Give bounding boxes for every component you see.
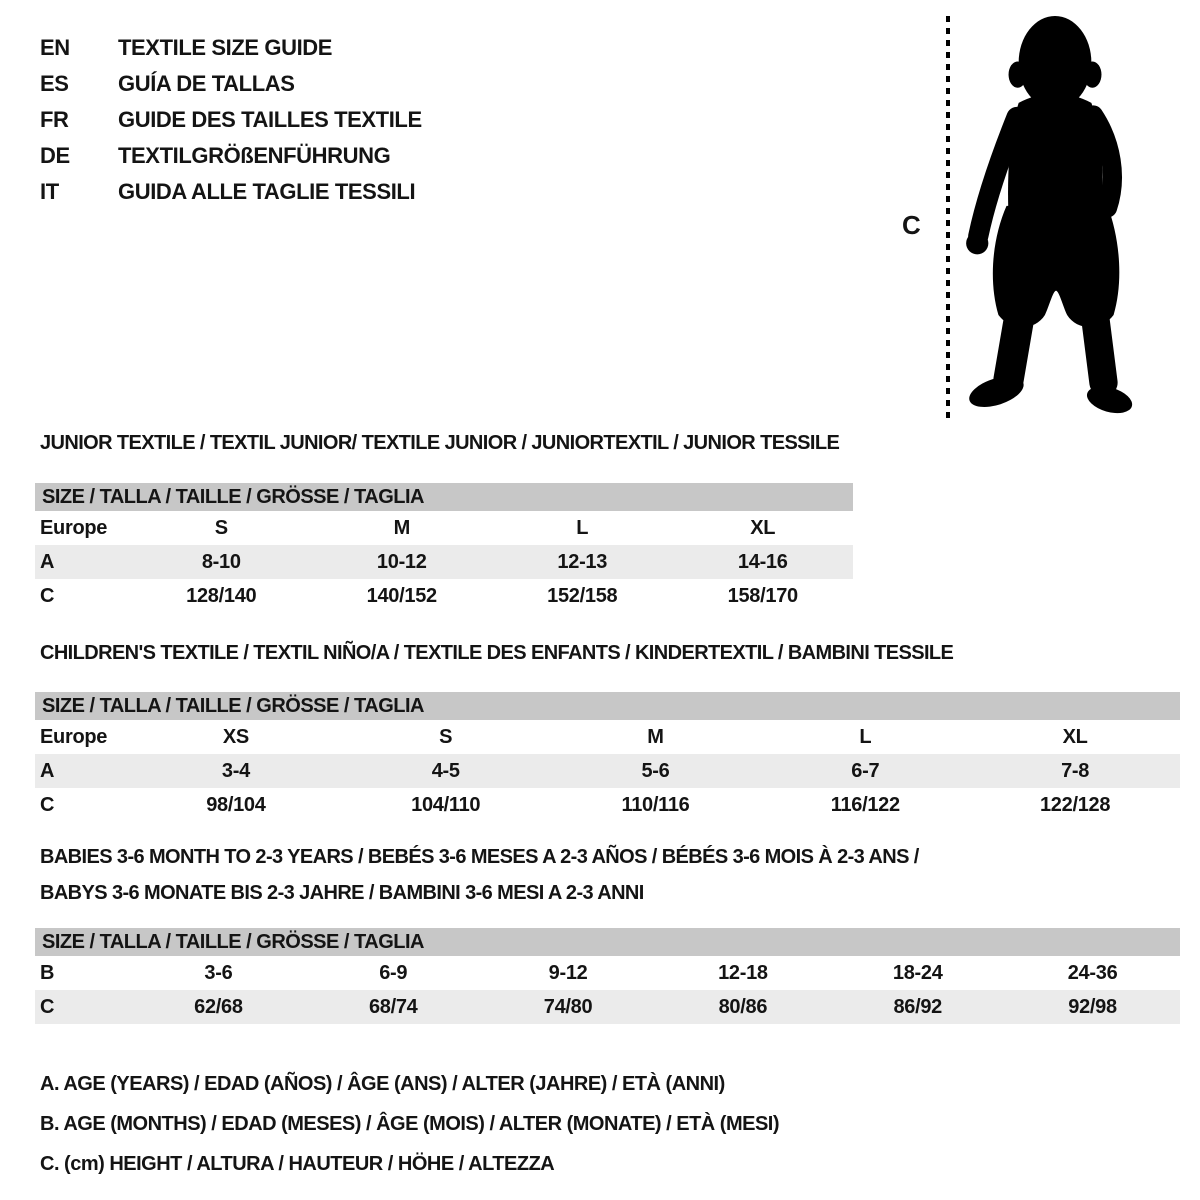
table-cell: 9-12 bbox=[548, 961, 588, 984]
legend-line-a: A. AGE (YEARS) / EDAD (AÑOS) / ÂGE (ANS) / ALTER (JAHRE) / ETÀ (ANNI) bbox=[40, 1073, 725, 1095]
language-row-en bbox=[40, 30, 422, 66]
ear-left bbox=[1009, 61, 1027, 87]
babies-section-title-line1: BABIES 3-6 MONTH TO 2-3 YEARS / BEBÉS 3-6 MESES A 2-3 AÑOS / BÉBÉS 3-6 MOIS À 2-3 ANS / bbox=[40, 846, 919, 868]
row-label: Europe bbox=[40, 725, 108, 748]
table-cell: 6-7 bbox=[851, 759, 880, 782]
table-cell: 122/128 bbox=[1039, 793, 1111, 816]
language-code: FR bbox=[40, 107, 69, 132]
table-cell: 5-6 bbox=[641, 759, 670, 782]
row-label: C bbox=[40, 995, 55, 1018]
table-cell: 6-9 bbox=[379, 961, 408, 984]
row-label: A bbox=[40, 550, 55, 573]
legend-line-c: C. (cm) HEIGHT / ALTURA / HAUTEUR / HÖHE / ALTEZZA bbox=[40, 1153, 555, 1175]
table-cell: 80/86 bbox=[718, 995, 768, 1018]
table-cell: M bbox=[393, 516, 410, 539]
row-label: Europe bbox=[40, 516, 108, 539]
language-title: GUIDE DES TAILLES TEXTILE bbox=[118, 107, 422, 132]
table-cell: L bbox=[859, 725, 872, 748]
table-cell: 3-6 bbox=[204, 961, 233, 984]
language-row-es bbox=[40, 66, 422, 102]
language-title-list bbox=[40, 30, 422, 210]
table-cell: XS bbox=[222, 725, 249, 748]
table-row-height bbox=[35, 990, 1180, 1024]
table-cell: 74/80 bbox=[543, 995, 593, 1018]
language-title: TEXTILE SIZE GUIDE bbox=[118, 35, 333, 60]
table-cell: 128/140 bbox=[186, 584, 257, 607]
size-header-bar: SIZE / TALLA / TAILLE / GRÖSSE / TAGLIA bbox=[35, 483, 853, 511]
table-cell: 4-5 bbox=[431, 759, 460, 782]
junior-section-title: JUNIOR TEXTILE / TEXTIL JUNIOR/ TEXTILE JUNIOR / JUNIORTEXTIL / JUNIOR TESSILE bbox=[40, 432, 840, 454]
language-row-fr bbox=[40, 102, 422, 138]
table-cell: 18-24 bbox=[892, 961, 943, 984]
table-row-europe bbox=[35, 720, 1180, 754]
children-section-title: CHILDREN'S TEXTILE / TEXTIL NIÑO/A / TEXTILE DES ENFANTS / KINDERTEXTIL / BAMBINI TESSILE bbox=[40, 642, 954, 664]
language-row-de bbox=[40, 138, 422, 174]
table-cell: M bbox=[647, 725, 664, 748]
table-cell: 92/98 bbox=[1068, 995, 1117, 1018]
table-cell: 68/74 bbox=[368, 995, 418, 1018]
table-row-height bbox=[35, 579, 853, 613]
table-row-months bbox=[35, 956, 1180, 990]
language-title: GUIDA ALLE TAGLIE TESSILI bbox=[118, 179, 416, 204]
table-cell: 116/122 bbox=[830, 793, 900, 816]
babies-section-title-line2: BABYS 3-6 MONATE BIS 2-3 JAHRE / BAMBINI 3-6 MESI A 2-3 ANNI bbox=[40, 882, 644, 904]
table-row-europe bbox=[35, 511, 853, 545]
table-cell: S bbox=[214, 516, 228, 539]
table-cell: 158/170 bbox=[727, 584, 798, 607]
table-cell: 14-16 bbox=[737, 550, 788, 573]
language-row-it bbox=[40, 174, 422, 210]
toddler-silhouette-image bbox=[966, 16, 1142, 420]
row-label: C bbox=[40, 793, 55, 816]
table-cell: 10-12 bbox=[376, 550, 427, 573]
table-cell: 86/92 bbox=[893, 995, 942, 1018]
table-cell: 110/116 bbox=[621, 793, 690, 816]
size-header-bar: SIZE / TALLA / TAILLE / GRÖSSE / TAGLIA bbox=[35, 692, 1180, 720]
size-header-bar: SIZE / TALLA / TAILLE / GRÖSSE / TAGLIA bbox=[35, 928, 1180, 956]
table-row-height bbox=[35, 788, 1180, 822]
row-label: C bbox=[40, 584, 55, 607]
language-code: IT bbox=[40, 179, 59, 204]
junior-size-table bbox=[35, 483, 853, 613]
table-cell: S bbox=[439, 725, 453, 748]
table-cell: 98/104 bbox=[206, 793, 266, 816]
language-title: GUÍA DE TALLAS bbox=[118, 71, 295, 96]
table-cell: XL bbox=[1062, 725, 1088, 748]
children-size-table bbox=[35, 692, 1180, 822]
table-row-age bbox=[35, 754, 1180, 788]
legend bbox=[40, 1064, 779, 1184]
ear-right bbox=[1083, 61, 1101, 87]
table-cell: 24-36 bbox=[1067, 961, 1118, 984]
row-label: A bbox=[40, 759, 55, 782]
table-cell: 3-4 bbox=[221, 759, 250, 782]
height-measure-label: C bbox=[902, 210, 921, 240]
table-cell: 12-13 bbox=[557, 550, 608, 573]
table-cell: 104/110 bbox=[411, 793, 481, 816]
language-title: TEXTILGRÖßENFÜHRUNG bbox=[118, 143, 391, 168]
language-code: DE bbox=[40, 143, 70, 168]
table-cell: 7-8 bbox=[1061, 759, 1090, 782]
table-cell: XL bbox=[750, 516, 776, 539]
table-cell: 140/152 bbox=[366, 584, 437, 607]
babies-size-table bbox=[35, 928, 1180, 1024]
table-cell: 12-18 bbox=[718, 961, 768, 984]
table-cell: L bbox=[576, 516, 589, 539]
table-row-age bbox=[35, 545, 853, 579]
table-cell: 62/68 bbox=[194, 995, 243, 1018]
table-cell: 152/158 bbox=[547, 584, 618, 607]
table-cell: 8-10 bbox=[201, 550, 241, 573]
height-measure-dashed-line bbox=[946, 16, 950, 418]
language-code: ES bbox=[40, 71, 69, 96]
language-code: EN bbox=[40, 35, 70, 60]
row-label: B bbox=[40, 961, 55, 984]
legend-line-b: B. AGE (MONTHS) / EDAD (MESES) / ÂGE (MOIS) / ALTER (MONATE) / ETÀ (MESI) bbox=[40, 1113, 780, 1135]
